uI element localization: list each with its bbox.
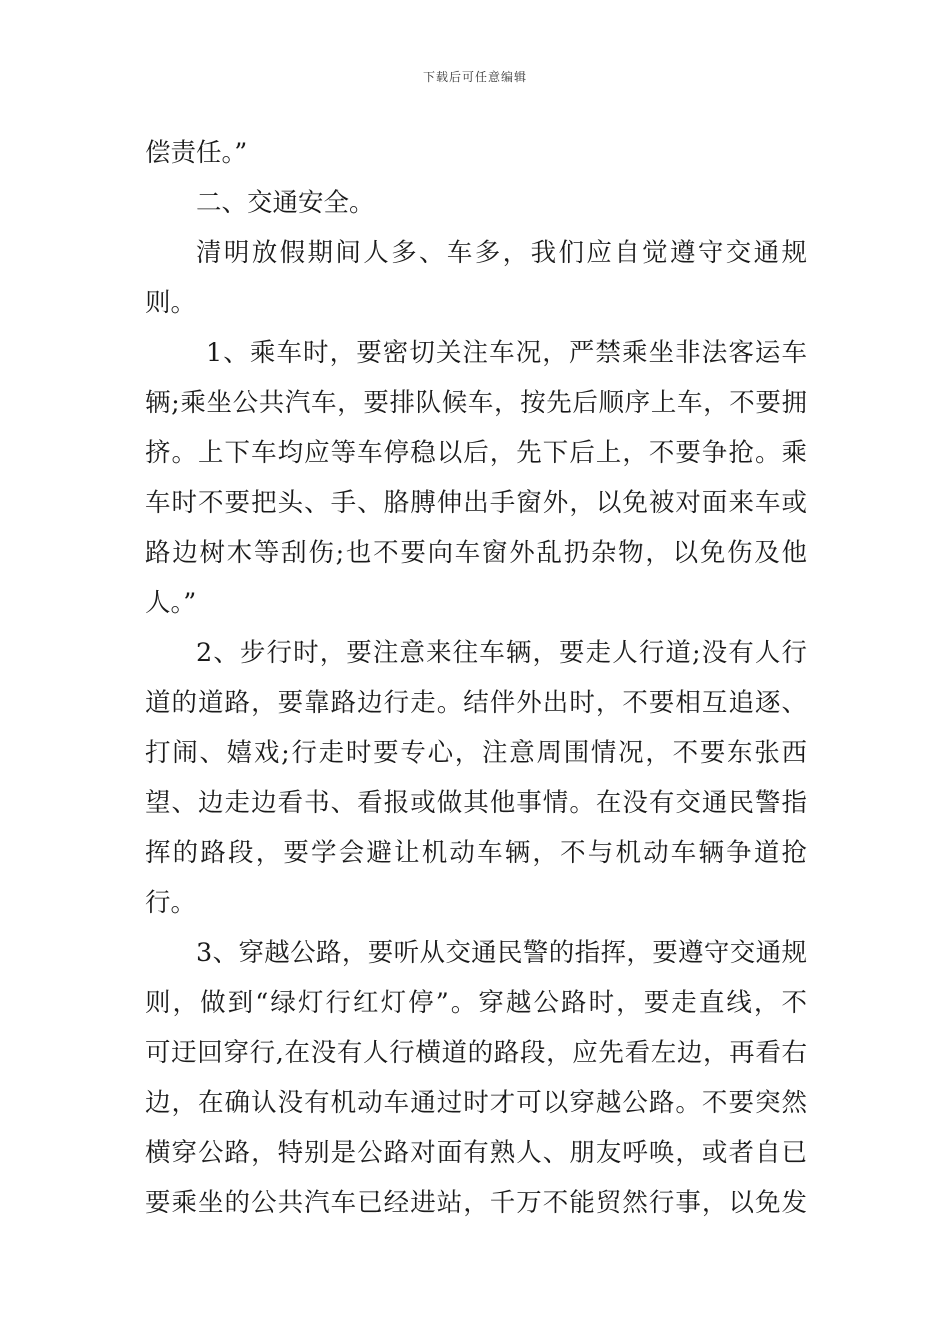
text-line: 清明放假期间人多、车多，我们应自觉遵守交通规 xyxy=(196,238,807,268)
text-line: 行。 xyxy=(145,888,197,918)
text-line: 偿责任。” xyxy=(145,138,248,168)
text-line: 挥的路段，要学会避让机动车辆，不与机动车辆争道抢 xyxy=(145,838,807,868)
text-line: 1、乘车时，要密切关注车况，严禁乘坐非法客运车 xyxy=(206,338,807,368)
text-line: 2、步行时，要注意来往车辆，要走人行道;没有人行 xyxy=(196,638,807,668)
text-line: 则。 xyxy=(145,288,197,318)
text-line: 可迂回穿行,在没有人行横道的路段，应先看左边，再看右 xyxy=(145,1038,807,1068)
text-line: 道的道路，要靠路边行走。结伴外出时，不要相互追逐、 xyxy=(145,688,807,718)
text-line: 边，在确认没有机动车通过时才可以穿越公路。不要突然 xyxy=(145,1088,807,1118)
text-line: 望、边走边看书、看报或做其他事情。在没有交通民警指 xyxy=(145,788,807,818)
text-line: 3、穿越公路，要听从交通民警的指挥，要遵守交通规 xyxy=(196,938,807,968)
text-line: 车时不要把头、手、胳膊伸出手窗外，以免被对面来车或 xyxy=(145,488,807,518)
text-line: 横穿公路，特别是公路对面有熟人、朋友呼唤，或者自已 xyxy=(145,1138,807,1168)
document-body xyxy=(145,128,807,1228)
text-line: 辆;乘坐公共汽车，要排队候车，按先后顺序上车，不要拥 xyxy=(145,388,807,418)
text-line: 挤。上下车均应等车停稳以后，先下后上，不要争抢。乘 xyxy=(145,438,807,468)
text-line: 路边树木等刮伤;也不要向车窗外乱扔杂物，以免伤及他 xyxy=(145,538,807,568)
text-line: 人。” xyxy=(145,588,197,618)
text-line: 要乘坐的公共汽车已经进站，千万不能贸然行事，以免发 xyxy=(145,1188,807,1218)
section-heading: 二、交通安全。 xyxy=(196,188,375,218)
text-line: 则，做到“绿灯行红灯停”。穿越公路时，要走直线，不 xyxy=(145,988,807,1018)
text-line: 打闹、嬉戏;行走时要专心，注意周围情况，不要东张西 xyxy=(145,738,807,768)
page-header: 下载后可任意编辑 xyxy=(422,70,527,84)
